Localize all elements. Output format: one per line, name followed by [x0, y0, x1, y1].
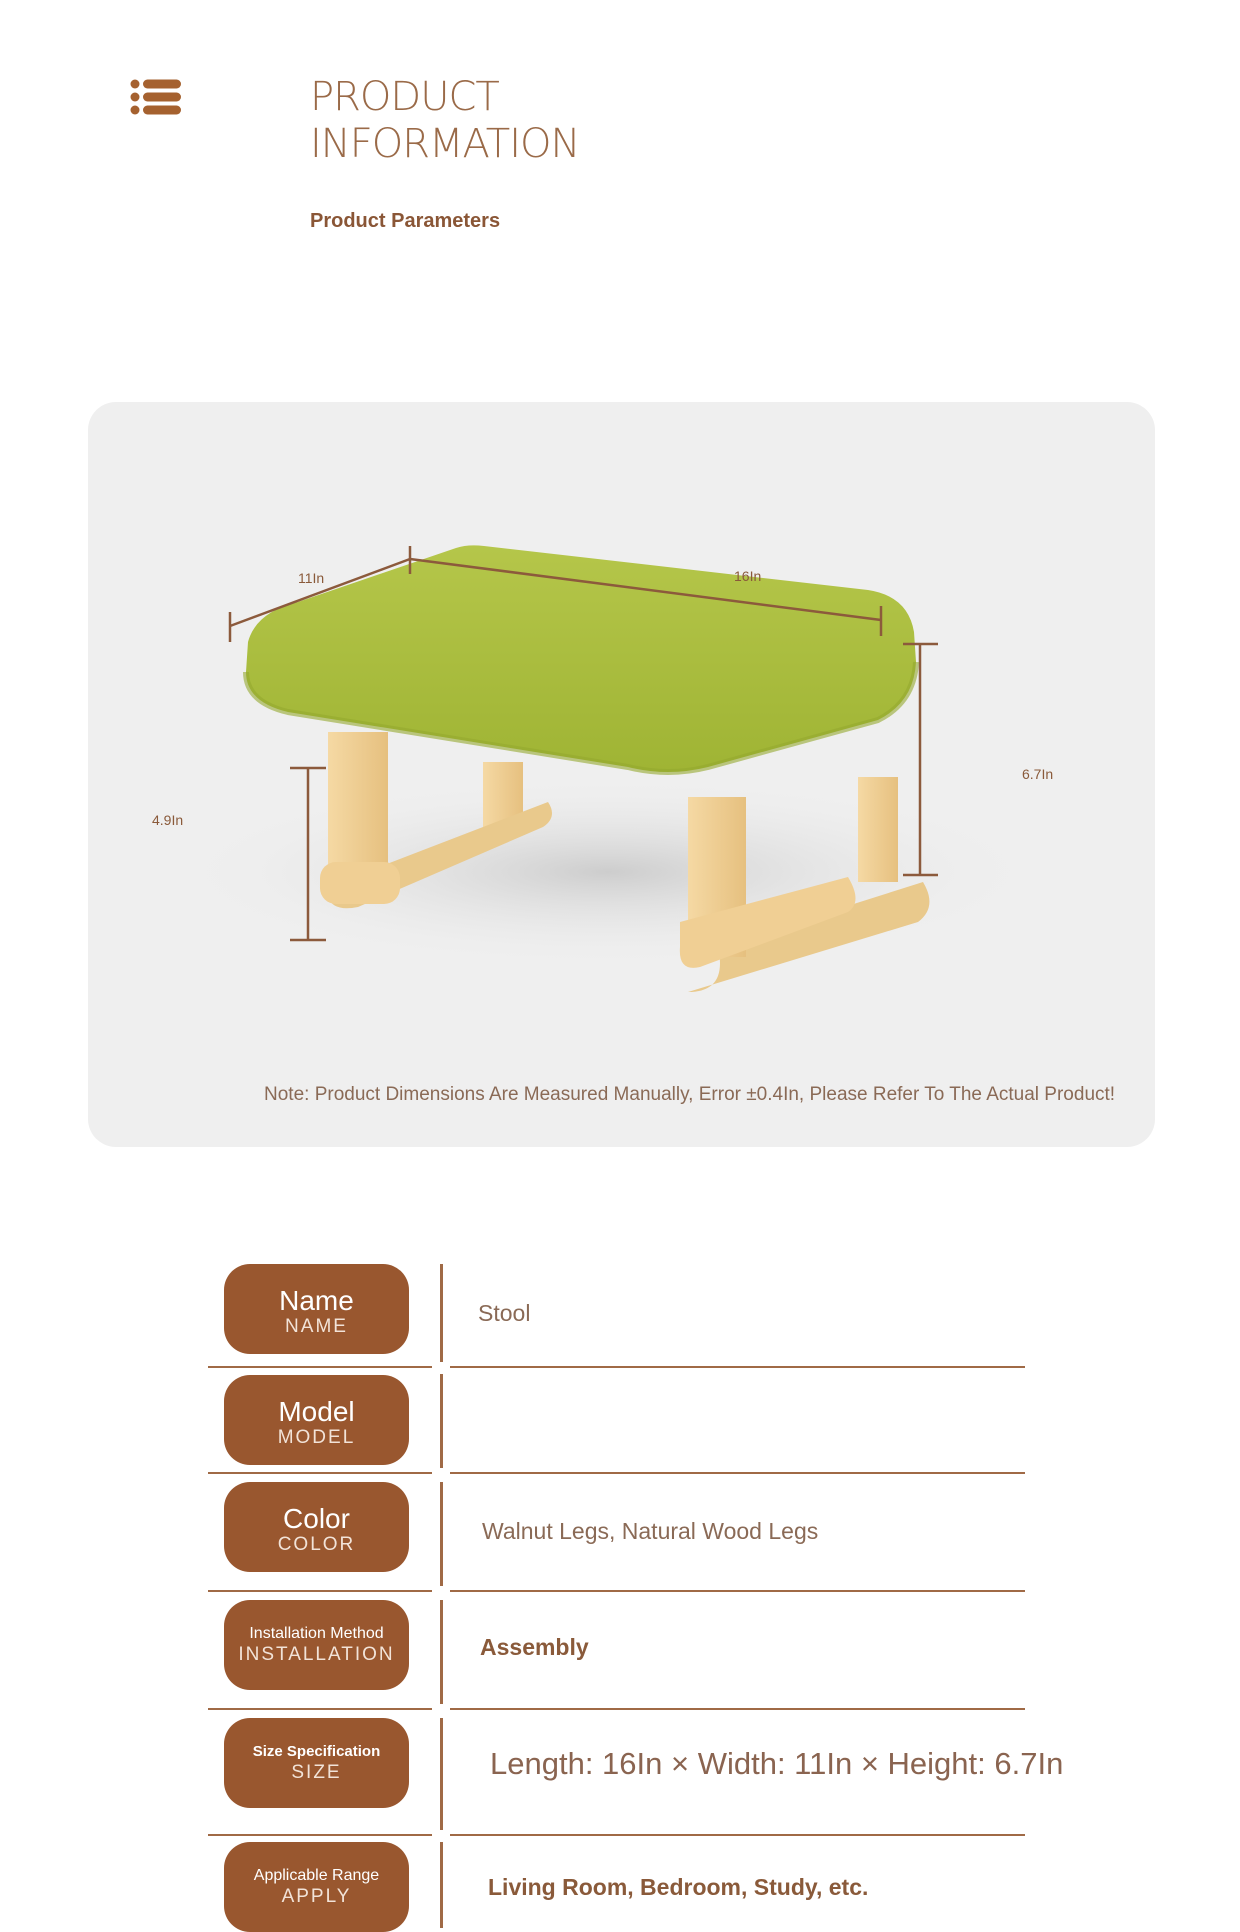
- param-label-badge: [224, 1842, 409, 1932]
- param-label-badge: [224, 1482, 409, 1572]
- param-label-badge: [224, 1375, 409, 1465]
- dimension-height-label: 6.7In: [1022, 766, 1054, 782]
- param-label-badge: [224, 1264, 409, 1354]
- param-label-en: INSTALLATION: [238, 1644, 395, 1665]
- column-divider: [440, 1264, 443, 1362]
- row-divider: [450, 1366, 1025, 1368]
- page-title-line2: INFORMATION: [310, 121, 580, 167]
- param-label-badge: [224, 1718, 409, 1808]
- page-title: [310, 74, 670, 168]
- dimension-length-label: 16In: [734, 568, 762, 584]
- param-label-en: COLOR: [277, 1534, 356, 1555]
- list-icon[interactable]: [130, 78, 182, 116]
- row-divider: [208, 1590, 432, 1592]
- param-label-en: NAME: [285, 1316, 348, 1337]
- param-row-name: [208, 1258, 1028, 1368]
- row-divider: [208, 1472, 432, 1474]
- param-row-installation: [208, 1596, 1028, 1712]
- param-label: Size Specification: [252, 1743, 381, 1760]
- column-divider: [440, 1374, 443, 1468]
- param-value: Assembly: [480, 1634, 589, 1660]
- param-value: Length: 16In × Width: 11In × Height: 6.7In: [490, 1746, 1064, 1781]
- column-divider: [440, 1842, 443, 1928]
- param-label-en: MODEL: [277, 1427, 356, 1448]
- row-divider: [208, 1834, 432, 1836]
- row-divider: [450, 1708, 1025, 1710]
- param-label: Name: [279, 1285, 354, 1316]
- row-divider: [208, 1708, 432, 1710]
- param-row-size: [208, 1712, 1064, 1836]
- param-label-en: SIZE: [291, 1762, 342, 1783]
- measurement-note: Note: Product Dimensions Are Measured Manually, Error ±0.4In, Please Refer To The Actual Product!: [264, 1084, 1116, 1105]
- page-title-line1: PRODUCT: [310, 74, 499, 120]
- param-label: Installation Method: [249, 1625, 384, 1642]
- section-subtitle: Product Parameters: [310, 210, 501, 232]
- row-divider: [450, 1472, 1025, 1474]
- column-divider: [440, 1718, 443, 1830]
- param-label: Applicable Range: [253, 1867, 380, 1884]
- row-divider: [208, 1366, 432, 1368]
- param-label: Color: [283, 1503, 350, 1534]
- param-value: Living Room, Bedroom, Study, etc.: [488, 1874, 869, 1900]
- product-dimension-image: [88, 402, 1155, 1147]
- column-divider: [440, 1600, 443, 1704]
- dimension-leg-label: 4.9In: [152, 812, 184, 828]
- param-value: Stool: [478, 1300, 531, 1326]
- stool-illustration: [88, 402, 1155, 1147]
- param-row-apply: [208, 1838, 1028, 1928]
- column-divider: [440, 1482, 443, 1586]
- param-label: Model: [278, 1396, 355, 1427]
- row-divider: [450, 1834, 1025, 1836]
- param-row-model: [208, 1370, 1028, 1478]
- param-value: Walnut Legs, Natural Wood Legs: [482, 1518, 819, 1544]
- dimension-width-label: 11In: [298, 570, 325, 586]
- param-label-badge: [224, 1600, 409, 1690]
- param-label-en: APPLY: [281, 1886, 352, 1907]
- row-divider: [450, 1590, 1025, 1592]
- param-row-color: [208, 1478, 1028, 1598]
